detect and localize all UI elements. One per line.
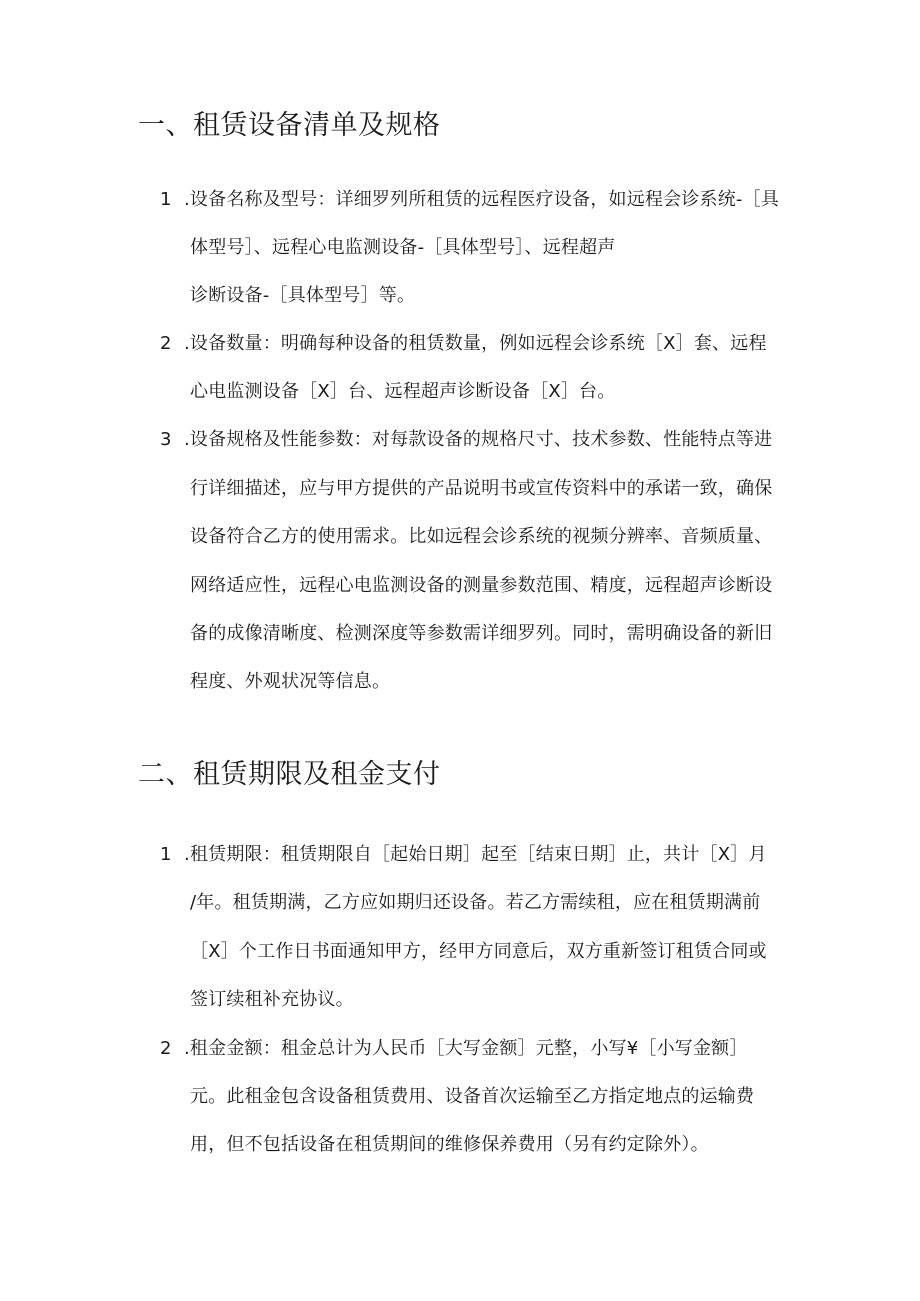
item-1-3-number: 3	[160, 429, 172, 450]
item-1-3-line-5: 备的成像清晰度、检测深度等参数需详细罗列。同时，需明确设备的新旧	[190, 623, 773, 644]
item-2-1-line-2: /年。租赁期满，乙方应如期归还设备。若乙方需续租，应在租赁期满前	[190, 892, 761, 913]
item-1-3-line-4: 网络适应性，远程心电监测设备的测量参数范围、精度，远程超声诊断设	[190, 575, 773, 596]
item-2-1-line-4: 签订续租补充协议。	[190, 989, 354, 1010]
item-2-1-line-3: ［X］个工作日书面通知甲方，经甲方同意后，双方重新签订租赁合同或	[190, 941, 767, 962]
item-1-3-line-2: 行详细描述，应与甲方提供的产品说明书或宣传资料中的承诺一致，确保	[190, 478, 773, 499]
item-1-1-line-2: 体型号］、远程心电监测设备-［具体型号］、远程超声	[190, 237, 616, 258]
section-1-heading: 一、租赁设备清单及规格	[138, 110, 441, 141]
item-1-3-line-1: .设备规格及性能参数：对每款设备的规格尺寸、技术参数、性能特点等进	[184, 429, 773, 450]
item-2-2-number: 2	[160, 1038, 172, 1059]
item-1-2-line-1: .设备数量：明确每种设备的租赁数量，例如远程会诊系统［X］套、远程	[184, 333, 767, 354]
item-1-2-line-2: 心电监测设备［X］台、远程超声诊断设备［X］台。	[190, 381, 616, 402]
item-1-1-line-1: .设备名称及型号：详细罗列所租赁的远程医疗设备，如远程会诊系统-［具	[184, 189, 780, 210]
item-1-3-line-6: 程度、外观状况等信息。	[190, 671, 391, 692]
item-1-1-number: 1	[160, 189, 172, 210]
item-2-2-line-3: 用，但不包括设备在租赁期间的维修保养费用（另有约定除外）。	[190, 1134, 709, 1155]
item-2-2-line-2: 元。此租金包含设备租赁费用、设备首次运输至乙方指定地点的运输费	[190, 1086, 755, 1107]
item-2-2-line-1: .租金金额：租金总计为人民币［大写金额］元整，小写¥［小写金额］	[184, 1038, 748, 1059]
item-1-2-number: 2	[160, 333, 172, 354]
item-2-1-number: 1	[160, 844, 172, 865]
item-1-3-line-3: 设备符合乙方的使用需求。比如远程会诊系统的视频分辨率、音频质量、	[190, 526, 773, 547]
item-2-1-line-1: .租赁期限：租赁期限自［起始日期］起至［结束日期］止，共计［X］月	[184, 844, 767, 865]
section-2-heading: 二、租赁期限及租金支付	[138, 759, 441, 790]
item-1-1-line-3: 诊断设备-［具体型号］等。	[190, 285, 416, 306]
